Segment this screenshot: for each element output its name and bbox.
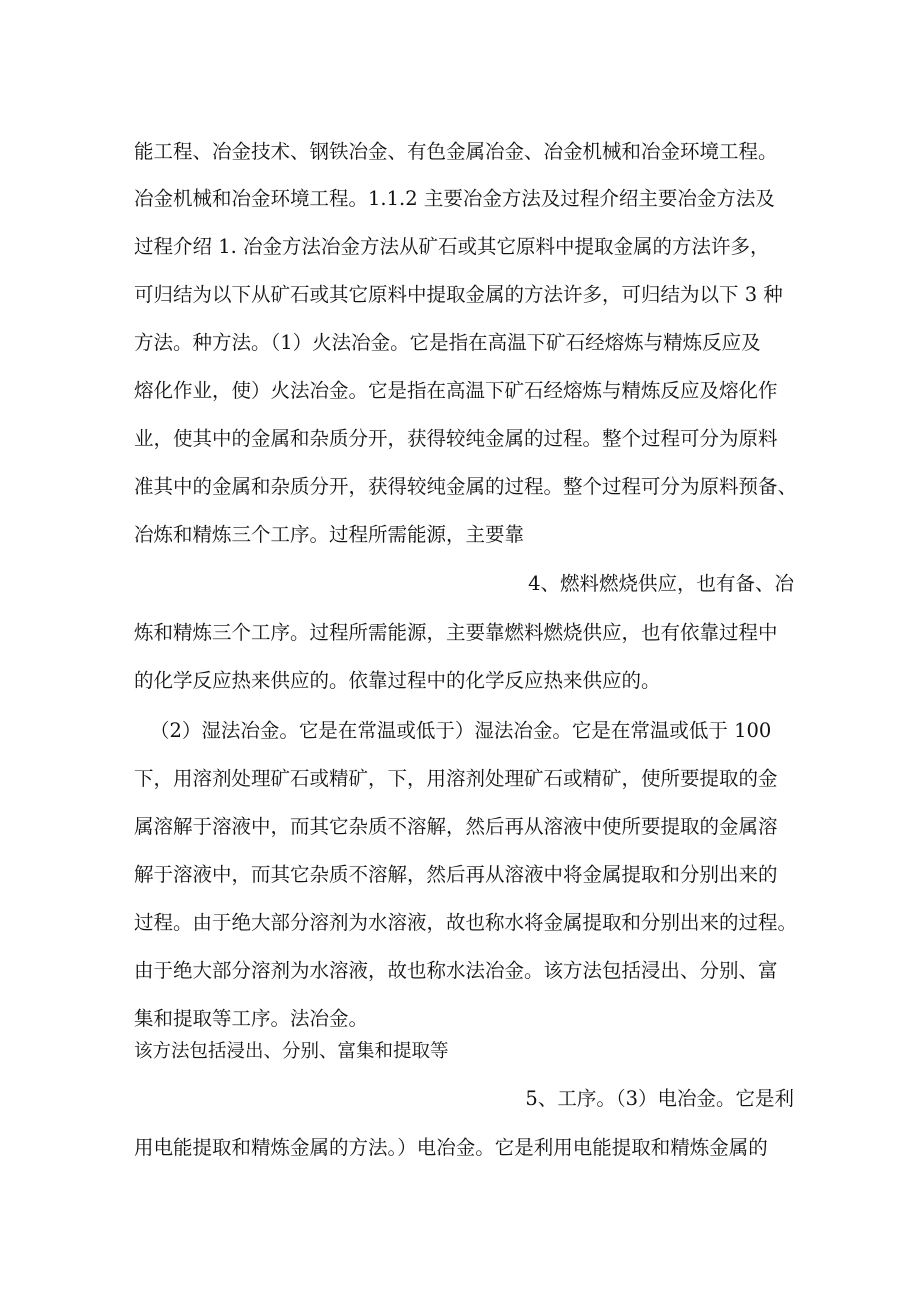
text-line: 属溶解于溶液中，而其它杂质不溶解，然后再从溶液中使所要提取的金属溶 — [134, 815, 778, 838]
text-line: 的化学反应热来供应的。依靠过程中的化学反应热来供应的。 — [134, 669, 661, 692]
text-line: 用电能提取和精炼金属的方法。）电冶金。它是利用电能提取和精炼金属的 — [134, 1136, 768, 1159]
text-line: 集和提取等工序。法冶金。 — [134, 1007, 369, 1030]
text-line: 方法。种方法。（1）火法冶金。它是指在高温下矿石经熔炼与精炼反应及 — [134, 331, 761, 354]
text-line: 炼和精炼三个工序。过程所需能源，主要靠燃料燃烧供应，也有依靠过程中 — [134, 621, 778, 644]
text-line: 能工程、冶金技术、钢铁冶金、有色金属冶金、冶金机械和冶金环境工程。 — [134, 140, 778, 163]
text-line: 4、燃料燃烧供应，也有备、冶 — [528, 572, 794, 595]
text-line: 过程。由于绝大部分溶剂为水溶液，故也称水将金属提取和分别出来的过程。 — [134, 911, 798, 934]
text-line: 冶炼和精炼三个工序。过程所需能源，主要靠 — [134, 523, 525, 546]
text-line: 由于绝大部分溶剂为水溶液，故也称水法冶金。该方法包括浸出、分别、富 — [134, 959, 778, 982]
text-line: 业，使其中的金属和杂质分开，获得较纯金属的过程。整个过程可分为原料 — [134, 427, 778, 450]
text-line: 准其中的金属和杂质分开，获得较纯金属的过程。整个过程可分为原料预备、 — [134, 475, 798, 498]
text-line: 可归结为以下从矿石或其它原料中提取金属的方法许多，可归结为以下 3 种 — [134, 283, 783, 306]
text-line: 5、工序。（3）电冶金。它是利 — [525, 1087, 794, 1110]
text-line: （2）湿法冶金。它是在常温或低于）湿法冶金。它是在常温或低于 100 — [150, 719, 772, 742]
text-line: 该方法包括浸出、分别、富集和提取等 — [134, 1041, 449, 1062]
text-line: 下，用溶剂处理矿石或精矿，下，用溶剂处理矿石或精矿，使所要提取的金 — [134, 767, 778, 790]
text-line: 过程介绍 1. 冶金方法冶金方法从矿石或其它原料中提取金属的方法许多， — [134, 235, 770, 258]
text-line: 解于溶液中，而其它杂质不溶解，然后再从溶液中将金属提取和分别出来的 — [134, 863, 778, 886]
text-line: 冶金机械和冶金环境工程。1.1.2 主要冶金方法及过程介绍主要冶金方法及 — [134, 187, 775, 210]
text-line: 熔化作业，使）火法冶金。它是指在高温下矿石经熔炼与精炼反应及熔化作 — [134, 379, 778, 402]
